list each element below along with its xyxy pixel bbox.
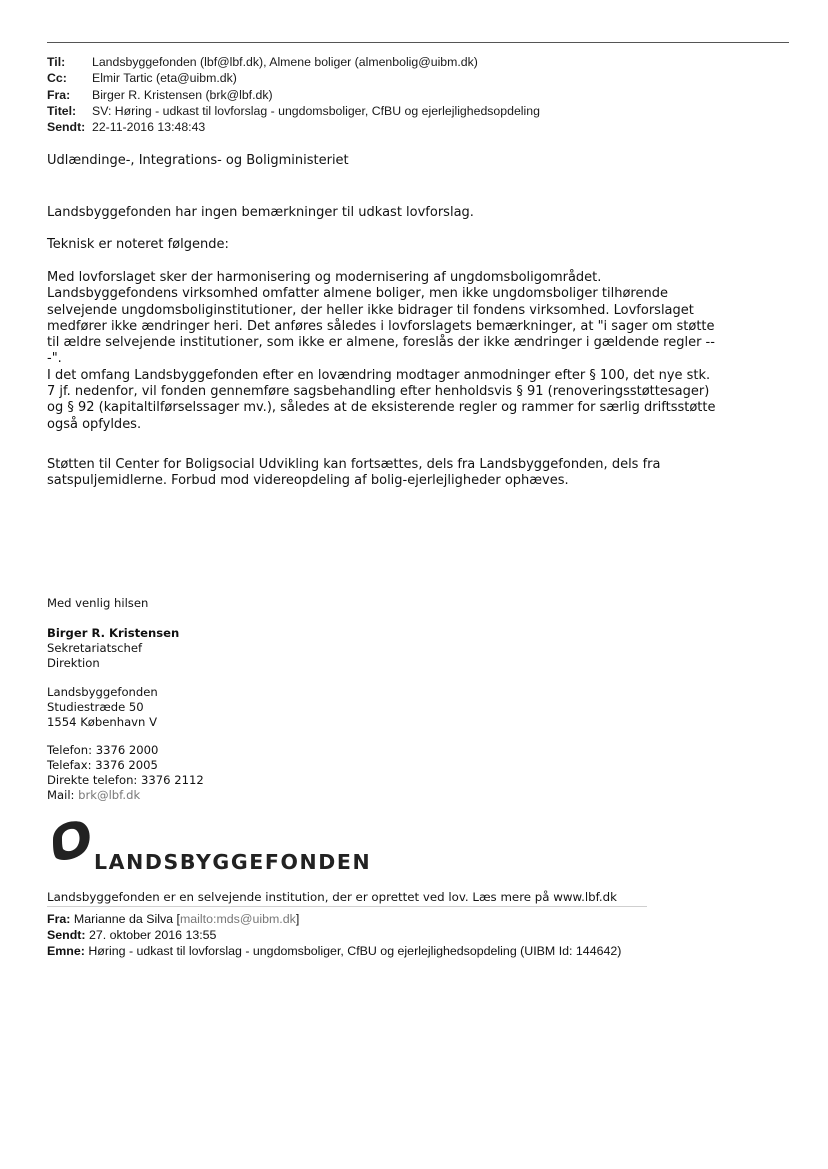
original-sent-value: 27. oktober 2016 13:55 bbox=[89, 928, 217, 942]
text-line: Landsbyggefondens virksomhed omfatter almene boliger, men ikke ungdomsboliger tilhørende bbox=[47, 286, 668, 302]
text-line: Støtten til Center for Boligsocial Udvikling kan fortsættes, dels fra Landsbyggefonden, dels fra bbox=[47, 457, 661, 472]
signature-greeting: Med venlig hilsen bbox=[47, 596, 149, 610]
text-line: Med lovforslaget sker der harmonisering og modernisering af ungdomsboligområdet. bbox=[47, 270, 602, 285]
text-line: I det omfang Landsbyggefonden efter en lovændring modtager anmodninger efter § 100, det nye stk. bbox=[47, 367, 711, 383]
text-line: også opfyldes. bbox=[47, 416, 142, 432]
address-city: 1554 København V bbox=[47, 715, 158, 730]
original-from-row bbox=[47, 911, 621, 927]
contact-fax: Telefax: 3376 2005 bbox=[47, 758, 158, 773]
text-line: satspuljemidlerne. Forbud mod videreopdeling af bolig-ejerlejligheder ophæves. bbox=[47, 473, 569, 489]
original-sent-label: Sendt: bbox=[47, 928, 86, 942]
paragraph-center-support bbox=[47, 457, 660, 490]
text-line: -". bbox=[47, 351, 62, 367]
contact-mail-row bbox=[47, 788, 204, 803]
signature-block bbox=[47, 626, 179, 671]
to-label: Til: bbox=[47, 55, 66, 69]
landsbyggefonden-logo-icon bbox=[48, 818, 94, 862]
text-line: og § 92 (kapitaltilførselssager mv.), således at de eksisterende regler og rammer for særlig driftsstøtte bbox=[47, 400, 716, 416]
mail-label: Mail: bbox=[47, 788, 75, 803]
text-line: selvejende ungdomsboliginstitutioner, der heller ikke bidrager til fondens virksomhed. Lovforslaget bbox=[47, 302, 694, 318]
logo-wordmark: LANDSBYGGEFONDEN bbox=[94, 850, 372, 874]
paragraph-harmonisation bbox=[47, 270, 715, 433]
address-org: Landsbyggefonden bbox=[47, 685, 158, 699]
sent-value: 22-11-2016 13:48:43 bbox=[92, 120, 206, 135]
original-subject-value: Høring - udkast til lovforslag - ungdomsboliger, CfBU og ejerlejlighedsopdeling (UIBM Id: 144642) bbox=[88, 944, 622, 958]
title-row bbox=[47, 103, 540, 119]
from-value: Birger R. Kristensen (brk@lbf.dk) bbox=[92, 87, 273, 102]
original-from-label: Fra: bbox=[47, 912, 71, 926]
cc-row bbox=[47, 70, 540, 86]
original-from-mailto-link[interactable]: mailto:mds@uibm.dk bbox=[179, 912, 296, 926]
signature-department: Direktion bbox=[47, 656, 100, 671]
original-subject-row bbox=[47, 943, 621, 959]
text-line: 7 jf. nedenfor, vil fonden gennemføre sagsbehandling efter henholdsvis § 91 (renoveringsstøttesager) bbox=[47, 384, 710, 400]
title-label: Titel: bbox=[47, 103, 77, 118]
bracket-open: [ bbox=[176, 912, 180, 926]
header-top-rule bbox=[47, 42, 789, 43]
text-line: til ældre selvejende institutioner, som ikke er almene, foreslås der ikke ændringer i gældende regler -- bbox=[47, 335, 715, 351]
contact-phone: Telefon: 3376 2000 bbox=[47, 743, 159, 757]
mail-link[interactable]: brk@lbf.dk bbox=[78, 788, 141, 803]
sent-row bbox=[47, 119, 540, 135]
bracket-close: ] bbox=[295, 912, 300, 926]
sent-label: Sendt: bbox=[47, 120, 86, 135]
paragraph-technical-note: Teknisk er noteret følgende: bbox=[47, 237, 229, 252]
from-row bbox=[47, 87, 540, 103]
signature-name: Birger R. Kristensen bbox=[47, 626, 180, 640]
original-sent-row bbox=[47, 927, 621, 943]
signature-contact bbox=[47, 743, 204, 803]
institution-note: Landsbyggefonden er en selvejende institution, der er oprettet ved lov. Læs mere på www.lbf.dk bbox=[47, 890, 617, 904]
original-subject-label: Emne: bbox=[47, 944, 85, 958]
to-value: Landsbyggefonden (lbf@lbf.dk), Almene boliger (almenbolig@uibm.dk) bbox=[92, 55, 478, 69]
title-value: SV: Høring - udkast til lovforslag - ungdomsboliger, CfBU og ejerlejlighedsopdeling bbox=[92, 103, 540, 118]
footer-divider bbox=[47, 906, 647, 907]
paragraph-no-remarks: Landsbyggefonden har ingen bemærkninger til udkast lovforslag. bbox=[47, 205, 474, 220]
email-header bbox=[47, 54, 540, 135]
original-message-header bbox=[47, 911, 621, 959]
contact-direct-phone: Direkte telefon: 3376 2112 bbox=[47, 773, 204, 788]
signature-role: Sekretariatschef bbox=[47, 641, 143, 656]
cc-label: Cc: bbox=[47, 71, 67, 86]
from-label: Fra: bbox=[47, 87, 71, 102]
cc-value: Elmir Tartic (eta@uibm.dk) bbox=[92, 71, 237, 86]
recipient-line: Udlændinge-, Integrations- og Boligministeriet bbox=[47, 153, 349, 168]
original-from-name: Marianne da Silva bbox=[73, 912, 174, 926]
signature-address bbox=[47, 685, 158, 730]
address-street: Studiestræde 50 bbox=[47, 700, 144, 715]
text-line: medfører ikke ændringer heri. Det anføres således i lovforslagets bemærkninger, at "i sager om støtte bbox=[47, 318, 715, 334]
to-row bbox=[47, 54, 540, 70]
